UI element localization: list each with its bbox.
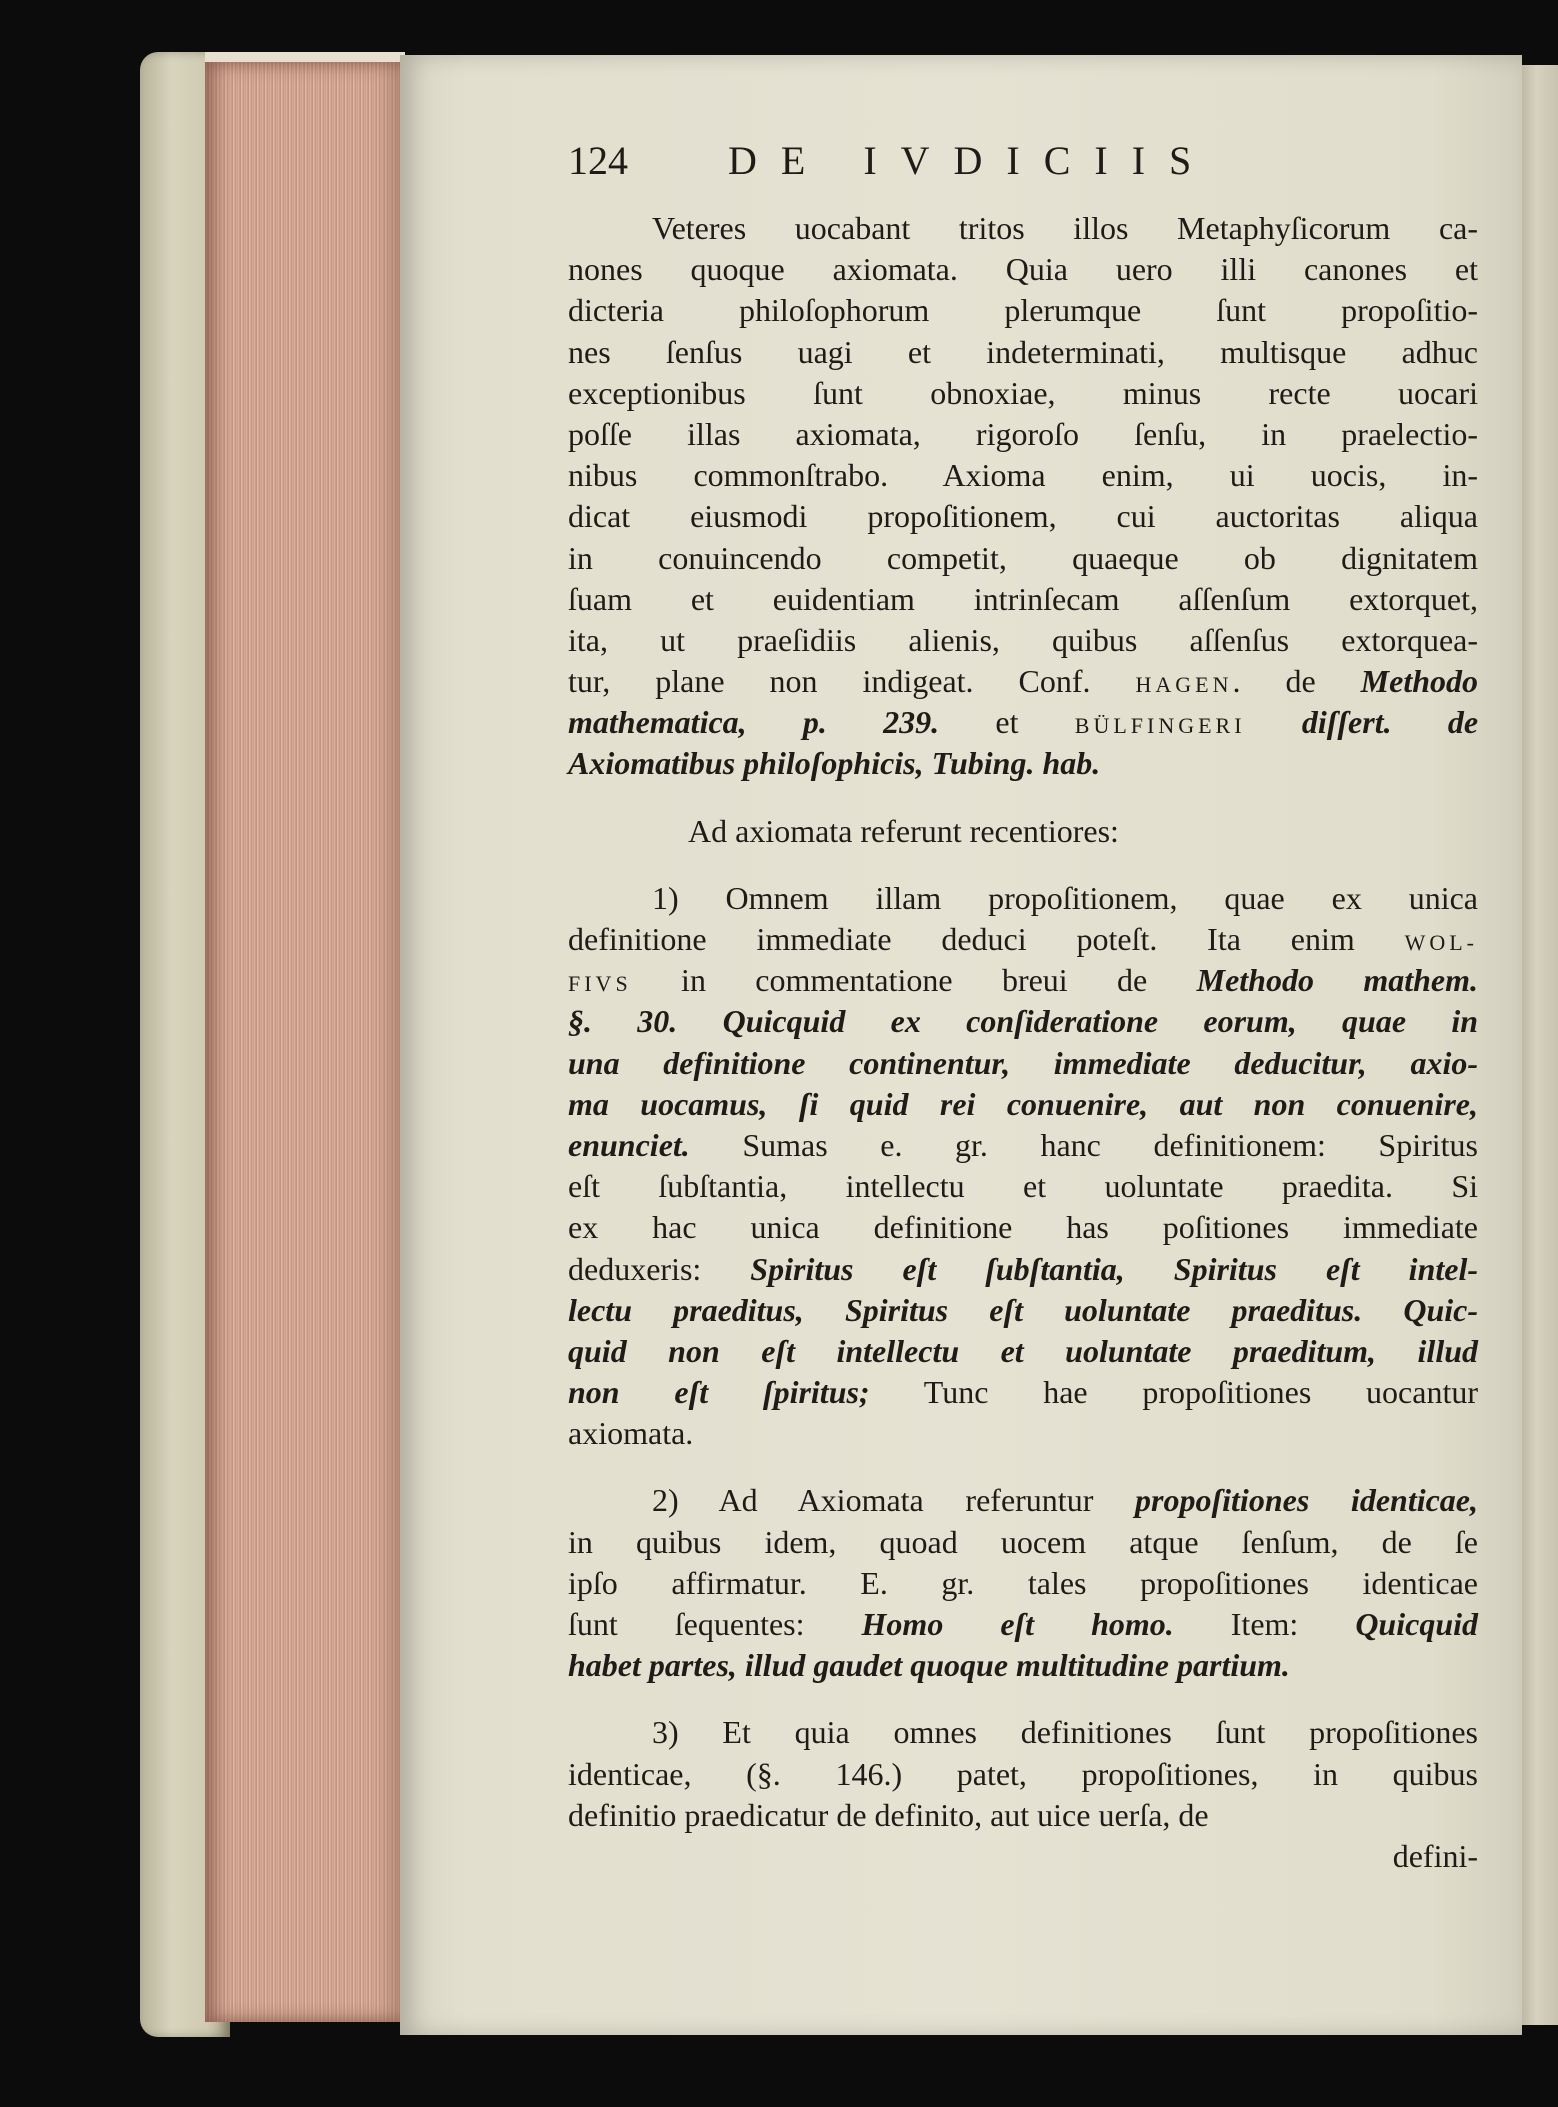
italic-run: Methodo (1360, 663, 1479, 700)
italic-run: enunciet. (568, 1126, 690, 1163)
small-caps-name: WOL- (1404, 930, 1478, 955)
text-line (568, 1563, 1478, 1604)
text-run: et (939, 704, 1075, 741)
text-run: definitione immediate deduci poteſt. Ita enim (568, 921, 1405, 957)
italic-run: diſſert. de (1301, 704, 1479, 741)
italic-run: habet partes, illud gaudet quoque multitudine partium. (568, 1647, 1290, 1684)
text-run: Item: (1173, 1606, 1356, 1642)
text-line (568, 1125, 1478, 1166)
text-run: ex hac unica definitione has poſitiones immediate (568, 1209, 1478, 1246)
running-header (568, 140, 1478, 200)
text-line (568, 620, 1478, 661)
text-line (568, 1290, 1478, 1331)
text-line (568, 1795, 1478, 1836)
text-line (568, 1084, 1478, 1125)
small-caps-name: FIVS (568, 971, 632, 997)
page-number: 124 (568, 138, 628, 183)
text-line (568, 1645, 1478, 1686)
italic-run: Quicquid (1355, 1606, 1478, 1642)
text-line (568, 290, 1478, 331)
italic-run: ma uocamus, ſi quid rei conuenire, aut non conuenire, (568, 1085, 1478, 1122)
text-line (568, 496, 1478, 537)
text-line (568, 414, 1478, 455)
italic-run: una definitione continentur, immediate deducitur, axio- (568, 1044, 1478, 1081)
text-run: dicteria philoſophorum plerumque ſunt propoſitio- (568, 292, 1478, 329)
text-line (568, 960, 1478, 1001)
text-run: . de (1232, 663, 1361, 700)
text-line (568, 1522, 1478, 1563)
italic-run: mathematica, p. 239. (568, 704, 940, 741)
page-edges (205, 62, 405, 2022)
running-title: DE IVDICIIS (728, 138, 1216, 183)
paragraph-gap (568, 785, 1478, 811)
text-run: nes ſenſus uagi et indeterminati, multisque adhuc (568, 333, 1478, 370)
italic-run: Axiomatibus philoſophicis, Tubing. hab. (568, 745, 1101, 782)
text-line (568, 1413, 1478, 1454)
page-text-block (568, 140, 1478, 1877)
italic-run: Quicquid ex conſideratione eorum, quae in (722, 1003, 1479, 1040)
text-run: axiomata. (568, 1415, 694, 1452)
italic-run: Homo eſt homo. (861, 1606, 1174, 1642)
text-run: in conuincendo competit, quaeque ob dignitatem (568, 539, 1478, 576)
text-line (568, 1207, 1478, 1248)
text-line (568, 1480, 1478, 1521)
text-line (568, 1372, 1478, 1413)
text-run: nibus commonſtrabo. Axioma enim, ui uocis, in- (568, 457, 1478, 494)
italic-run: Spiritus eſt ſubſtantia, Spiritus eſt intel- (750, 1250, 1479, 1287)
text-line (568, 743, 1478, 784)
text-run: in quibus idem, quoad uocem atque ſenſum, de ſe (568, 1523, 1478, 1560)
text-line (568, 455, 1478, 496)
italic-run: lectu praeditus, Spiritus eſt uoluntate praeditus. Quic- (568, 1291, 1478, 1328)
text-line (568, 208, 1478, 249)
text-run: 3) Et quia omnes definitiones ſunt propoſitiones (652, 1714, 1478, 1751)
text-line (568, 1249, 1478, 1290)
text-line (568, 1166, 1478, 1207)
paragraph-gap (568, 1686, 1478, 1712)
paragraph (568, 878, 1478, 1455)
catchword: defini- (1392, 1837, 1478, 1874)
text-line (568, 661, 1478, 702)
paragraph (568, 1712, 1478, 1836)
italic-run: §. 30. (568, 1003, 678, 1040)
text-run: Ad axiomata referunt recentiores: (688, 812, 1119, 849)
text-line (568, 1001, 1478, 1042)
paragraph (568, 1480, 1478, 1686)
italic-run: non eſt ſpiritus; (568, 1374, 870, 1411)
italic-run: Methodo mathem. (1196, 962, 1479, 999)
page-body (568, 208, 1478, 1836)
text-line (568, 1712, 1478, 1753)
text-run (677, 1003, 722, 1039)
text-line (568, 878, 1478, 919)
text-run: exceptionibus ſunt obnoxiae, minus recte uocari (568, 374, 1478, 411)
text-line (568, 1331, 1478, 1372)
text-line (568, 332, 1478, 373)
text-run: nones quoque axiomata. Quia uero illi canones et (568, 251, 1478, 288)
text-line (568, 1043, 1478, 1084)
text-run: ſunt ſequentes: (568, 1606, 862, 1642)
italic-run: quid non eſt intellectu et uoluntate praeditum, illud (568, 1332, 1478, 1369)
text-run: eſt ſubſtantia, intellectu et uoluntate praedita. Si (568, 1168, 1478, 1205)
text-run: Veteres uocabant tritos illos Metaphyſicorum ca- (652, 210, 1478, 246)
text-line (568, 579, 1478, 620)
text-run: ita, ut praeſidiis alienis, quibus aſſenſus extorquea- (568, 621, 1478, 658)
text-run: deduxeris: (568, 1250, 751, 1287)
text-run: tur, plane non indigeat. Conf. (568, 663, 1136, 700)
text-line (568, 811, 1478, 852)
small-caps-name: BÜLFINGERI (1074, 713, 1246, 739)
text-run: identicae, (§. 146.) patet, propoſitiones, in quibus (568, 1755, 1478, 1792)
paragraph (568, 811, 1478, 852)
small-caps-name: HAGEN (1135, 672, 1233, 698)
text-run: poſſe illas axiomata, rigoroſo ſenſu, in praelectio- (568, 415, 1478, 452)
text-line (568, 373, 1478, 414)
paragraph-gap (568, 1454, 1478, 1480)
text-run: ſuam et euidentiam intrinſecam aſſenſum extorquet, (568, 580, 1478, 617)
text-run: dicat eiusmodi propoſitionem, cui auctoritas aliqua (568, 498, 1478, 535)
text-run: ipſo affirmatur. E. gr. tales propoſitiones identicae (568, 1564, 1478, 1601)
paragraph-gap (568, 852, 1478, 878)
text-line (568, 538, 1478, 579)
text-run (1246, 704, 1302, 740)
text-run: Sumas e. gr. hanc definitionem: Spiritus (689, 1126, 1478, 1163)
text-run: Tunc hae propoſitiones uocantur (869, 1374, 1478, 1411)
text-run: 1) Omnem illam propoſitionem, quae ex unica (652, 879, 1478, 916)
text-line (568, 919, 1478, 960)
text-run: in commentatione breui de (631, 962, 1197, 999)
text-run: definitio praedicatur de definito, aut uice uerſa, de (568, 1796, 1209, 1833)
text-line (568, 1754, 1478, 1795)
text-line (568, 249, 1478, 290)
text-line (568, 1604, 1478, 1645)
paragraph (568, 208, 1478, 785)
facing-page-edge (1522, 65, 1558, 2025)
text-run: 2) Ad Axiomata referuntur (652, 1482, 1136, 1519)
italic-run: propoſitiones identicae, (1135, 1482, 1479, 1519)
text-line (568, 702, 1478, 743)
